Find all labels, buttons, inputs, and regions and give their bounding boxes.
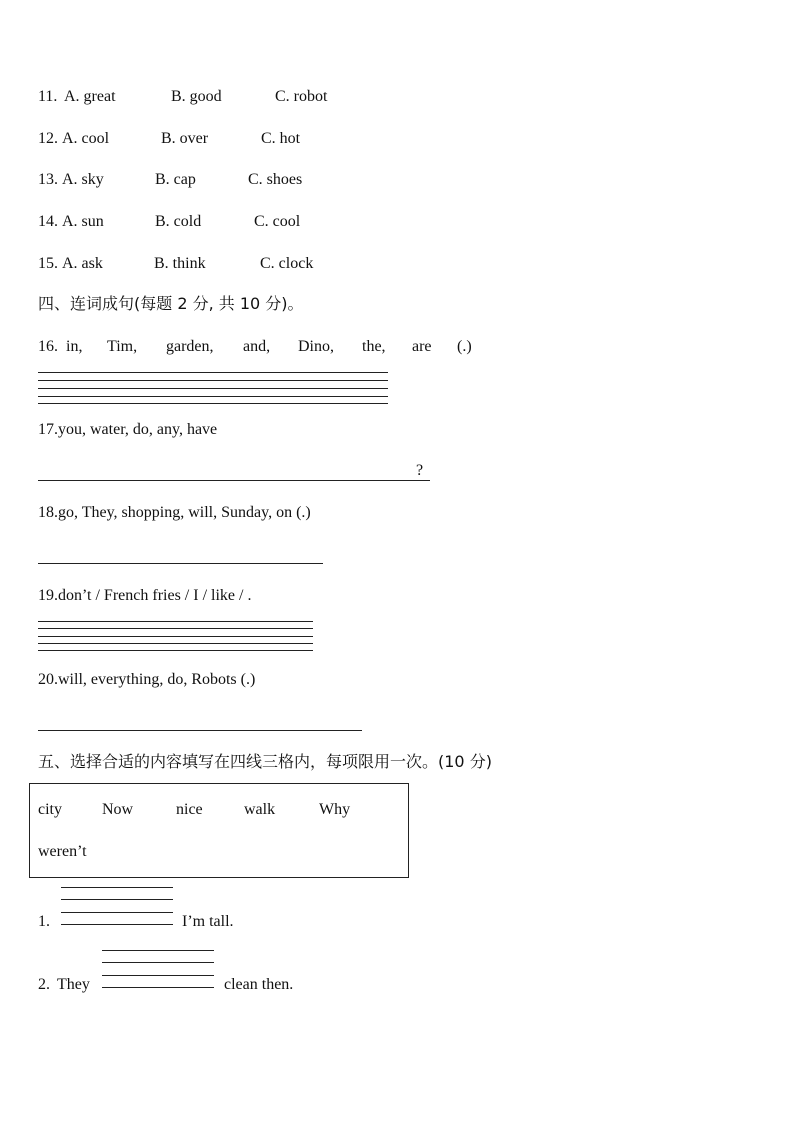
question-number: 12. [38,130,58,147]
scrambled-word: garden, [166,338,214,355]
scrambled-word: in, [66,338,83,355]
question-mark: ? [416,462,424,479]
answer-line[interactable] [38,730,362,731]
option-c: C. clock [260,255,314,272]
option-c: C. shoes [248,171,303,188]
scrambled-word: and, [243,338,271,355]
scrambled-word: (.) [457,338,472,355]
option-c: C. cool [254,213,301,230]
sentence-before: They [57,976,90,993]
word-bank-item: Now [102,801,134,818]
scrambled-word: are [412,338,432,355]
question-number: 13. [38,171,58,188]
question-number: 11. [38,88,58,105]
question-text: 17.you, water, do, any, have [38,421,218,438]
answer-line[interactable] [38,480,430,481]
option-c: C. hot [261,130,301,147]
sentence-after: clean then. [224,976,294,993]
word-bank-box [29,783,409,878]
scrambled-word: the, [362,338,386,355]
option-b: B. think [154,255,206,272]
option-b: B. cold [155,213,202,230]
question-number: 16. [38,338,58,355]
option-b: B. cap [155,171,196,188]
question-text: 18.go, They, shopping, will, Sunday, on (.) [38,504,311,521]
section-4-heading: 四、连词成句(每题 2 分, 共 10 分)。 [38,294,304,313]
option-b: B. good [171,88,222,105]
question-number: 14. [38,213,58,230]
item-number: 1. [38,913,50,930]
option-b: B. over [161,130,209,147]
item-number: 2. [38,976,50,993]
word-bank-item: weren’t [38,843,87,860]
option-a: A. sun [62,213,104,230]
option-a: A. sky [62,171,104,188]
option-a: A. ask [62,255,103,272]
scrambled-word: Dino, [298,338,334,355]
option-c: C. robot [275,88,328,105]
word-bank-item: city [38,801,62,818]
sentence-after: I’m tall. [182,913,234,930]
section-5-heading: 五、选择合适的内容填写在四线三格内，每项限用一次。(10 分) [38,752,492,771]
answer-line[interactable] [38,563,323,564]
word-bank-item: nice [176,801,203,818]
question-number: 15. [38,255,58,272]
question-text: 20.will, everything, do, Robots (.) [38,671,256,688]
word-bank-item: Why [319,801,351,818]
scrambled-word: Tim, [107,338,138,355]
question-text: 19.don’t / French fries / I / like / . [38,587,252,604]
option-a: A. great [64,88,116,105]
word-bank-item: walk [244,801,276,818]
option-a: A. cool [62,130,110,147]
